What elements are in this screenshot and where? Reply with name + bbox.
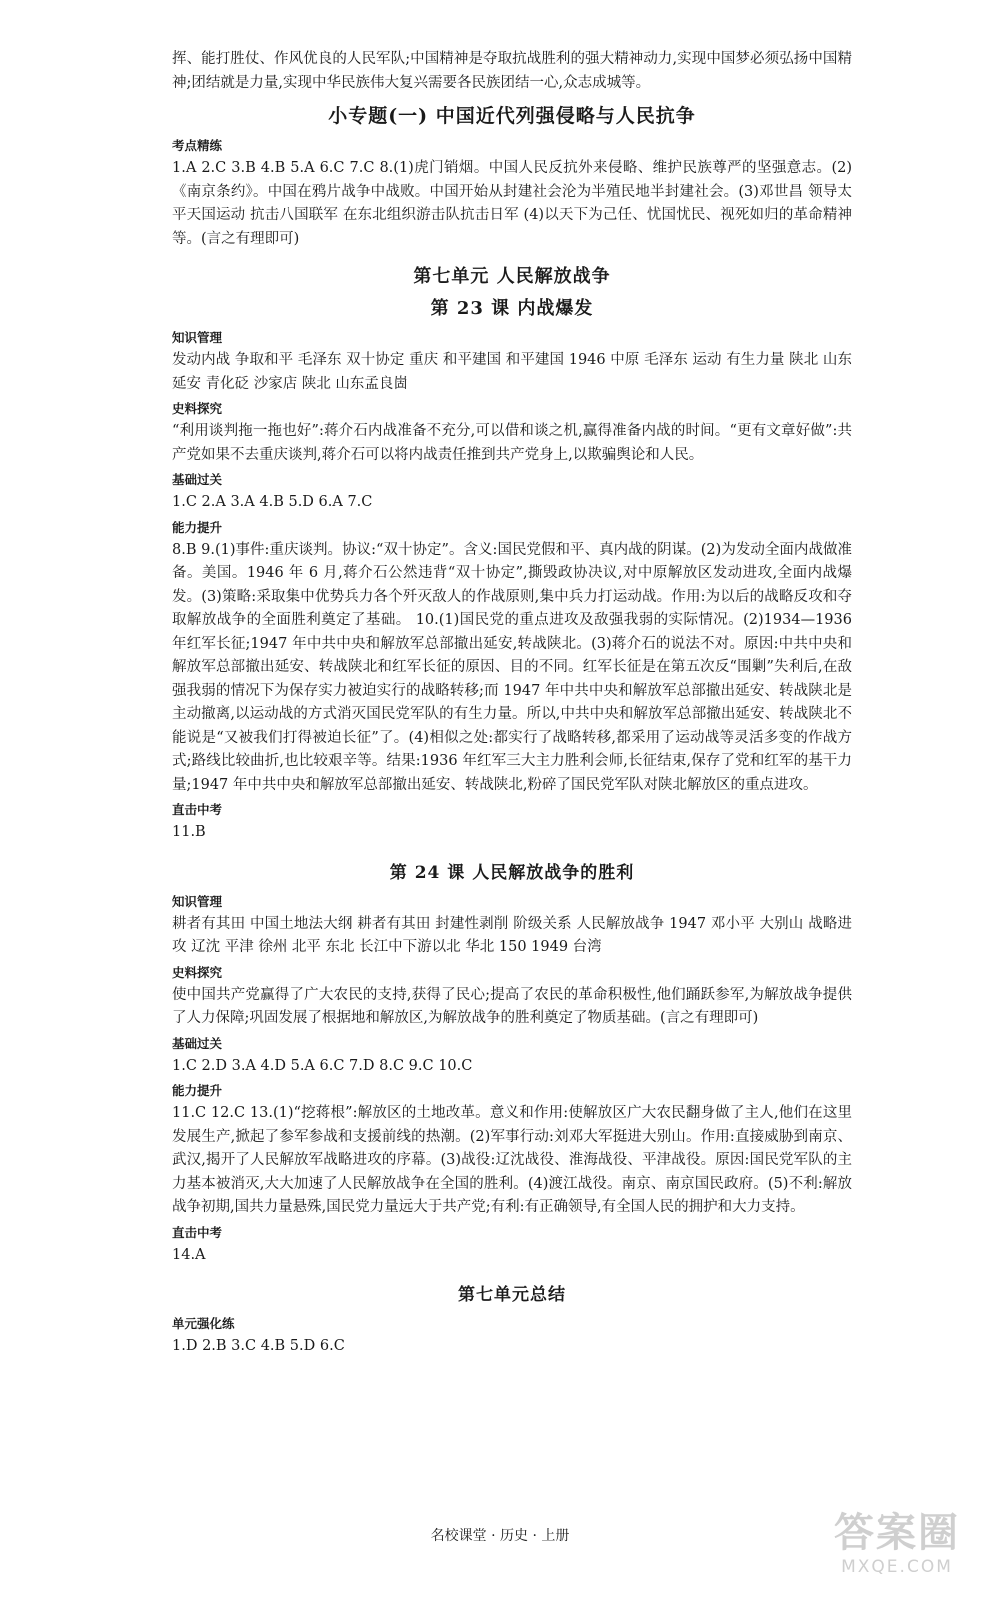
section-label: 史料探究 xyxy=(172,964,223,980)
answer-text: 1.D 2.B 3.C 4.B 5.D 6.C xyxy=(172,1338,345,1354)
answer-text: “利用谈判拖一拖也好”:蒋介石内战准备不充分,可以借和谈之机,赢得准备内战的时间。“更有文章好做”:共产党如果不去重庆谈判,蒋介石可以将内战责任推到共产党身上,以欺骗舆论和人民。 xyxy=(172,423,852,463)
answer-text: 11.C 12.C 13.(1)“挖蒋根”:解放区的土地改革。意义和作用:使解放区广大农民翻身做了主人,他们在这里发展生产,掀起了参军参战和支援前线的热潮。(2)军事行动:刘邓大军挺进大别山。作用:直接威胁到南京、武汉,揭开了人民解放军战略进攻的序幕。(3)战役:辽沈战役、淮海战役、平津战役。原因:国民党军队的主力基本被消灭,大大加速了人民解放战争在全国的胜利。(4)渡江战役。南京、南京国民政府。(5)不利:解放战争初期,国共力量悬殊,国民党力量远大于共产党;有利:有正确领导,有全国人民的拥护和大力支持。 xyxy=(172,1105,852,1215)
answer-text: 发动内战 争取和平 毛泽东 双十协定 重庆 和平建国 和平建国 1946 中原 毛泽东 运动 有生力量 陕北 山东 延安 青化砭 沙家店 陕北 山东孟良崮 xyxy=(172,352,852,392)
answer-text: 11.B xyxy=(172,824,206,840)
section-label: 直击中考 xyxy=(172,1224,223,1240)
section-label: 能力提升 xyxy=(172,519,223,535)
unit-summary-title: 第七单元总结 xyxy=(458,1285,566,1305)
section-label: 基础过关 xyxy=(172,1035,223,1051)
answer-text: 1.C 2.D 3.A 4.D 5.A 6.C 7.D 8.C 9.C 10.C xyxy=(172,1057,473,1074)
section-label: 知识管理 xyxy=(172,330,223,345)
answer-text: 1.C 2.A 3.A 4.B 5.D 6.A 7.C xyxy=(172,494,373,510)
section-label: 单元强化练 xyxy=(172,1316,235,1331)
answer-text: 使中国共产党赢得了广大农民的支持,获得了民心;提高了农民的革命积极性,他们踊跃参军,为解放战争提供了人力保障;巩固发展了根据地和解放区,为解放战争的胜利奠定了物质基础。(言之有理即可) xyxy=(172,986,852,1026)
lesson-title: 第 23 课 内战爆发 xyxy=(430,298,594,319)
watermark-url: MXQE.COM xyxy=(841,1557,953,1577)
lesson-title: 第 24 课 人民解放战争的胜利 xyxy=(389,862,635,883)
section-label: 基础过关 xyxy=(172,472,223,487)
section-label: 考点精练 xyxy=(172,138,223,153)
section-label: 知识管理 xyxy=(172,893,223,909)
topic-title: 小专题(一) 中国近代列强侵略与人民抗争 xyxy=(328,105,696,127)
answer-text: 14.A xyxy=(172,1246,206,1263)
watermark-text: 答案圈 xyxy=(834,1510,960,1556)
page-footer: 名校课堂 · 历史 · 上册 xyxy=(430,1528,570,1544)
answer-text: 耕者有其田 中国土地法大纲 耕者有其田 封建性剥削 阶级关系 人民解放战争 1947 邓小平 大别山 战略进攻 辽沈 平津 徐州 北平 东北 长江中下游以北 华北 150 1949 台湾 xyxy=(172,915,852,955)
answer-text: 8.B 9.(1)事件:重庆谈判。协议:“双十协定”。含义:国民党假和平、真内战的阴谋。(2)为发动全面内战做准备。美国。1946 年 6 月,蒋介石公然违背“双十协定”,撕毁政协决议,对中原解放区发动进攻,全面内战爆发。(3)策略:采取集中优势兵力各个歼灭敌人的作战原则,集中兵力打运动战。作用:为以后的战略反攻和夺取解放战争的全面胜利奠定了基础。 10.(1)国民党的重点进攻及敌强我弱的实际情况。(2)1934—1936 年红军长征;1947 年中共中央和解放军总部撤出延安,转战陕北。(3)蒋介石的说法不对。原因:中共中央和解放军总部撤出延安、转战陕北和红军长征的原因、目的不同。红军长征是在第五次反“围剿”失利后,在敌强我弱的情况下为保存实力被迫实行的战略转移;而 1947 年中共中央和解放军总部撤出延安、转战陕北是主动撤离,以运动战的方式消灭国民党军队的有生力量。所以,中共中央和解放军总部撤出延安、转战陕北不能说是“又被我们打得被迫长征”了。(4)相似之处:都实行了战略转移,都采用了运动战等灵活多变的作战方式;路线比较曲折,也比较艰辛等。结果:1936 年红军三大主力胜利会师,长征结束,保存了党和红军的基干力量;1947 年中共中央和解放军总部撤出延安、转战陕北,粉碎了国民党军队对陕北解放区的重点进攻。 xyxy=(172,541,852,793)
watermark-logo xyxy=(812,1510,982,1588)
answer-page xyxy=(172,48,852,1359)
section-label: 能力提升 xyxy=(172,1083,223,1098)
continuation-text: 挥、能打胜仗、作风优良的人民军队;中国精神是夺取抗战胜利的强大精神动力,实现中国梦必须弘扬中国精神;团结就是力量,实现中华民族伟大复兴需要各民族团结一心,众志成城等。 xyxy=(172,51,852,91)
answer-text: 1.A 2.C 3.B 4.B 5.A 6.C 7.C 8.(1)虎门销烟。中国人民反抗外来侵略、维护民族尊严的坚强意志。(2)《南京条约》。中国在鸦片战争中战败。中国开始从封建社会沦为半殖民地半封建社会。(3)邓世昌 领导太平天国运动 抗击八国联军 在东北组织游击队抗击日军 (4)以天下为己任、忧国忧民、视死如归的革命精神等。(言之有理即可) xyxy=(172,160,852,247)
unit-title: 第七单元 人民解放战争 xyxy=(413,266,611,287)
section-label: 史料探究 xyxy=(172,401,223,416)
section-label: 直击中考 xyxy=(172,802,223,817)
